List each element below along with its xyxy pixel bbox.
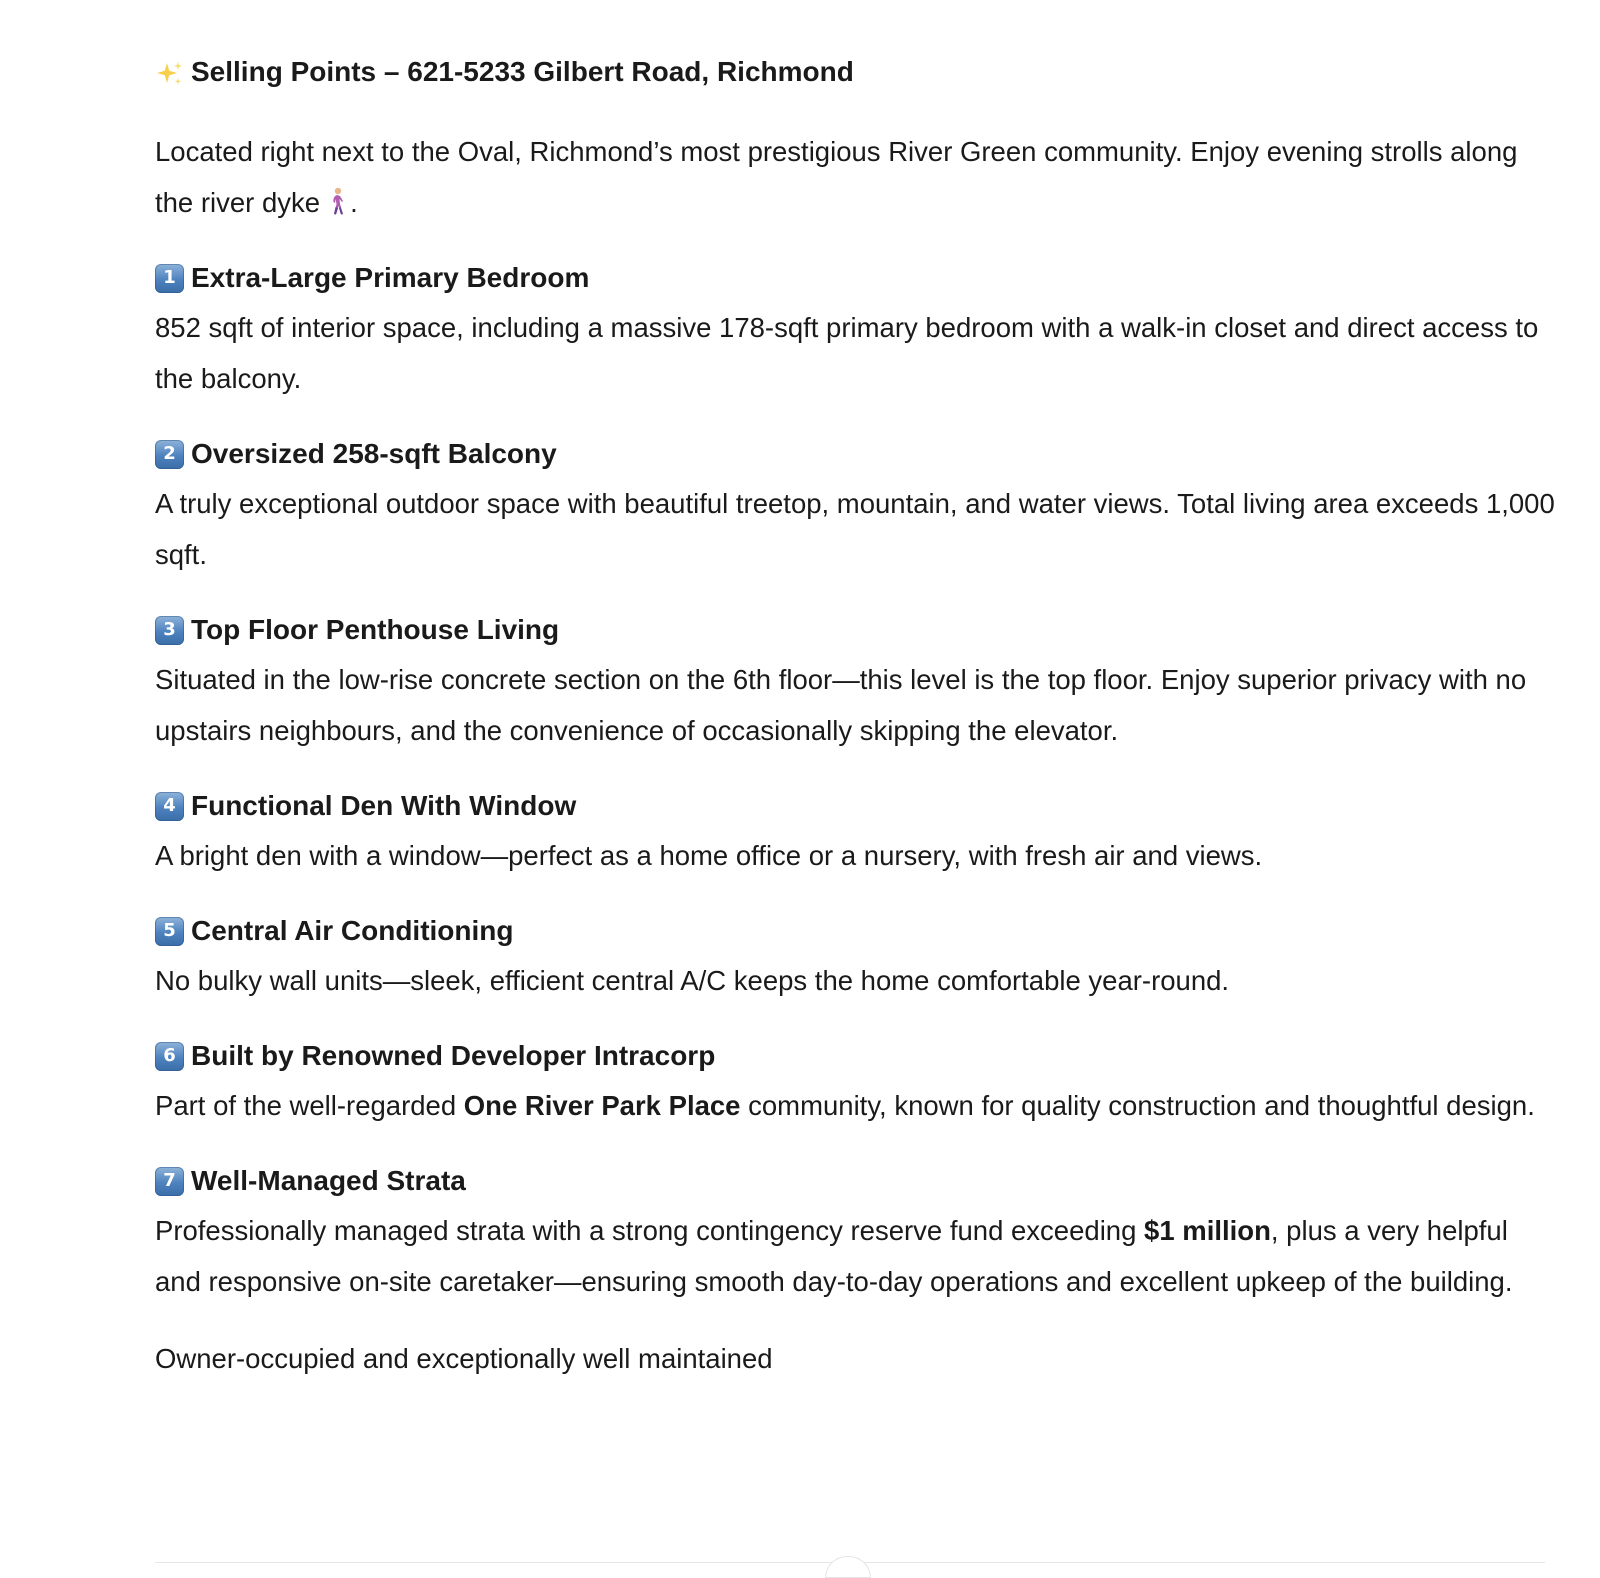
sparkles-icon [155,57,185,87]
selling-point-body: A truly exceptional outdoor space with beautiful treetop, mountain, and water views. Total living area exceeds 1,000 sqft. [155,488,1555,570]
body-text: Professionally managed strata with a strong contingency reserve fund exceeding [155,1215,1145,1246]
scroll-to-bottom-button[interactable] [825,1556,871,1578]
keycap-2-icon: 2 [155,440,184,469]
selling-point-heading-text: Built by Renowned Developer Intracorp [191,1040,716,1071]
reserve-amount: $1 million [1144,1215,1271,1246]
selling-point-heading [155,782,1555,830]
selling-point-body [155,1080,1555,1131]
selling-point-body: Situated in the low-rise concrete section on the 6th floor—this level is the top floor. Enjoy superior privacy with no upstairs neighbours, and the convenience of occasionally skipping the elevator. [155,664,1527,746]
selling-point-5 [155,907,1555,1006]
selling-point-2 [155,430,1555,580]
selling-point-heading-text: Functional Den With Window [191,790,577,821]
intro-text: Located right next to the Oval, Richmond’s most prestigious River Green community. Enjoy evening strolls along the river dyke [155,136,1518,218]
selling-point-heading [155,907,1555,955]
keycap-1-icon: 1 [155,264,184,293]
body-text: Part of the well-regarded [155,1090,464,1121]
selling-point-heading [155,606,1555,654]
selling-point-body: No bulky wall units—sleek, efficient central A/C keeps the home comfortable year-round. [155,965,1230,996]
selling-point-heading [155,254,1555,302]
selling-point-1 [155,254,1555,404]
selling-point-heading-text: Oversized 258-sqft Balcony [191,438,557,469]
person-walking-icon [326,182,348,212]
selling-point-3 [155,606,1555,756]
keycap-7-icon: 7 [155,1167,184,1196]
selling-point-heading [155,430,1555,478]
keycap-3-icon: 3 [155,616,184,645]
body-text: , plus a very helpful and responsive on-site caretaker—ensuring smooth day-to-day operations and excellent upkeep of the building. [155,1215,1513,1297]
selling-point-body [155,1205,1555,1307]
selling-point-heading-text: Top Floor Penthouse Living [191,614,560,645]
selling-point-7 [155,1157,1555,1307]
selling-point-body: 852 sqft of interior space, including a massive 178-sqft primary bedroom with a walk-in closet and direct access to the balcony. [155,312,1539,394]
selling-point-4 [155,782,1555,881]
selling-point-6 [155,1032,1555,1131]
page-title [155,48,1555,96]
selling-point-heading-text: Extra-Large Primary Bedroom [191,262,590,293]
message-content [155,48,1555,1384]
keycap-6-icon: 6 [155,1042,184,1071]
title-text: Selling Points – 621-5233 Gilbert Road, Richmond [191,56,854,87]
keycap-5-icon: 5 [155,917,184,946]
community-name: One River Park Place [463,1090,741,1121]
intro-paragraph [155,126,1555,228]
body-text: community, known for quality construction and thoughtful design. [740,1090,1535,1121]
selling-point-heading-text: Well-Managed Strata [191,1165,466,1196]
selling-point-heading [155,1157,1555,1205]
keycap-4-icon: 4 [155,792,184,821]
selling-point-body: A bright den with a window—perfect as a home office or a nursery, with fresh air and views. [155,840,1263,871]
selling-point-heading [155,1032,1555,1080]
closing-paragraph: Owner-occupied and exceptionally well maintained [155,1343,773,1374]
selling-point-heading-text: Central Air Conditioning [191,915,514,946]
intro-trailing: . [350,187,358,218]
